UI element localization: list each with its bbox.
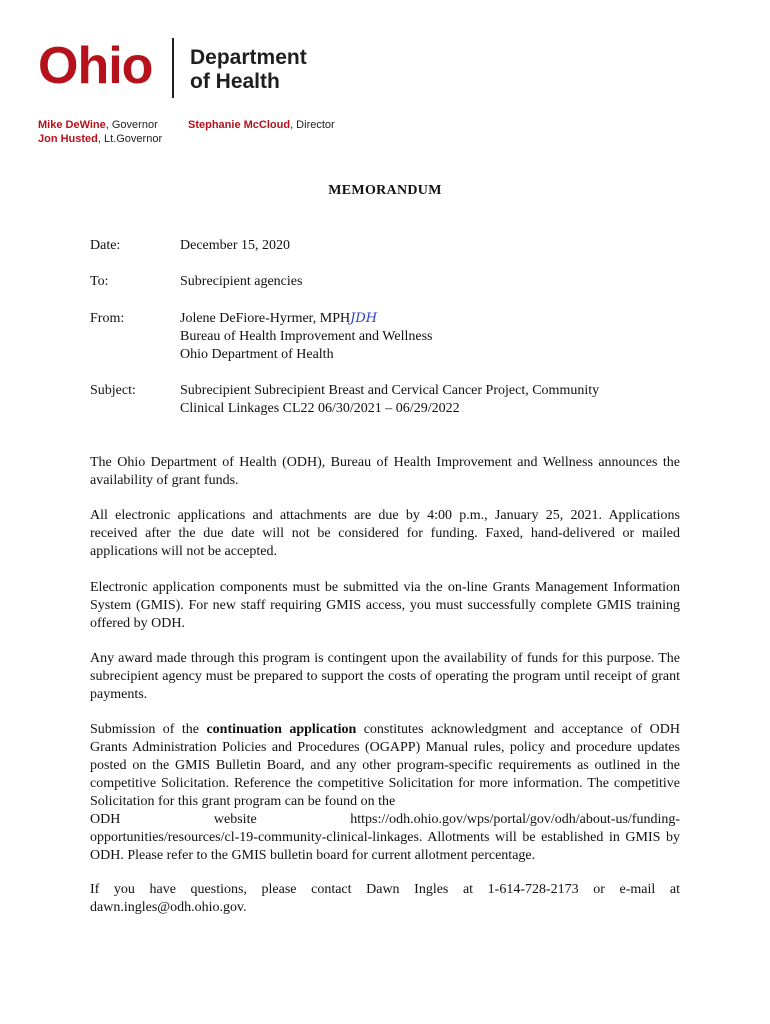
department-line-1: Department xyxy=(190,46,307,69)
memo-title: MEMORANDUM xyxy=(328,183,442,198)
logo-divider xyxy=(172,38,174,98)
subject-label: Subject: xyxy=(90,383,136,398)
subject-line-2: Clinical Linkages CL22 06/30/2021 – 06/29/2022 xyxy=(180,401,460,416)
paragraph-continuation-end: opportunities/resources/cl-19-community-clinical-linkages. Allotments will be established in GMIS by ODH. Please refer to the GMIS bulletin board for current allotment percentage. xyxy=(90,830,680,863)
paragraph-contact xyxy=(90,881,680,917)
to-value: Subrecipient agencies xyxy=(180,274,303,289)
from-label: From: xyxy=(90,311,125,326)
officials-left xyxy=(38,118,162,146)
paragraph-deadline: All electronic applications and attachments are due by 4:00 p.m., January 25, 2021. Applications received after the due date will not be considered for funding. Faxed, hand-delivered or mailed applications will not be accepted. xyxy=(90,508,680,559)
from-name: Jolene DeFiore-Hyrmer, MPH xyxy=(180,311,351,326)
official-governor: Mike DeWine, Governor xyxy=(38,119,158,131)
continuation-application-bold: continuation application xyxy=(206,722,357,737)
subject-value xyxy=(180,382,680,418)
contact-line-1: If you have questions, please contact Dawn Ingles at 1-614-728-2173 or e-mail at xyxy=(90,882,680,897)
funding-url[interactable]: https://odh.ohio.gov/wps/portal/gov/odh/about-us/funding- xyxy=(350,812,680,827)
subject-line-1: Subrecipient Subrecipient Breast and Cervical Cancer Project, Community xyxy=(180,383,600,398)
official-lt-governor: Jon Husted, Lt.Governor xyxy=(38,133,163,145)
from-value xyxy=(180,310,680,364)
to-label: To: xyxy=(90,274,109,289)
official-director: Stephanie McCloud, Director xyxy=(188,119,335,131)
paragraph-contingent: Any award made through this program is contingent upon the availability of funds for this purpose. The subrecipient agency must be prepared to support the costs of operating the program until receipt of grant payments. xyxy=(90,651,680,702)
from-department: Ohio Department of Health xyxy=(180,347,334,362)
contact-phone: 1-614-728-2173 xyxy=(487,882,579,897)
department-line-2: of Health xyxy=(190,70,280,93)
odh-website-line: ODH website https://odh.ohio.gov/wps/portal/gov/odh/about-us/funding- xyxy=(90,812,680,827)
date-value: December 15, 2020 xyxy=(180,238,291,253)
signature-initials: JDH xyxy=(350,311,378,326)
date-label: Date: xyxy=(90,238,121,253)
ohio-logo: Ohio xyxy=(38,37,153,95)
officials-right xyxy=(188,118,335,132)
paragraph-gmis: Electronic application components must be submitted via the on-line Grants Management Information System (GMIS). For new staff requiring GMIS access, you must successfully complete GMIS training offered by ODH. xyxy=(90,580,680,631)
contact-email[interactable]: dawn.ingles@odh.ohio.gov. xyxy=(90,900,247,915)
department-name xyxy=(190,46,307,94)
paragraph-continuation: Submission of the continuation application constitutes acknowledgment and acceptance of ODH Grants Administration Policies and Procedures (OGAPP) Manual rules, policy and procedure updates posted on the GMIS Bulletin Board, and any other program-specific requirements as outlined in the competitive Solicitation. Reference the competitive Solicitation for more information. The competitive Solicitation for this grant program can be found on the ODH website https://odh.ohio.gov/wps/portal/gov/odh/about-us/funding- opportunities/resources/cl-19-community-clinical-linkages. Allotments will be established in GMIS by ODH. Please refer to the GMIS bulletin board for current allotment percentage. xyxy=(90,722,680,863)
from-bureau: Bureau of Health Improvement and Wellness xyxy=(180,329,433,344)
paragraph-announcement: The Ohio Department of Health (ODH), Bureau of Health Improvement and Wellness announces the availability of grant funds. xyxy=(90,455,680,488)
contact-name: Dawn xyxy=(366,882,400,897)
